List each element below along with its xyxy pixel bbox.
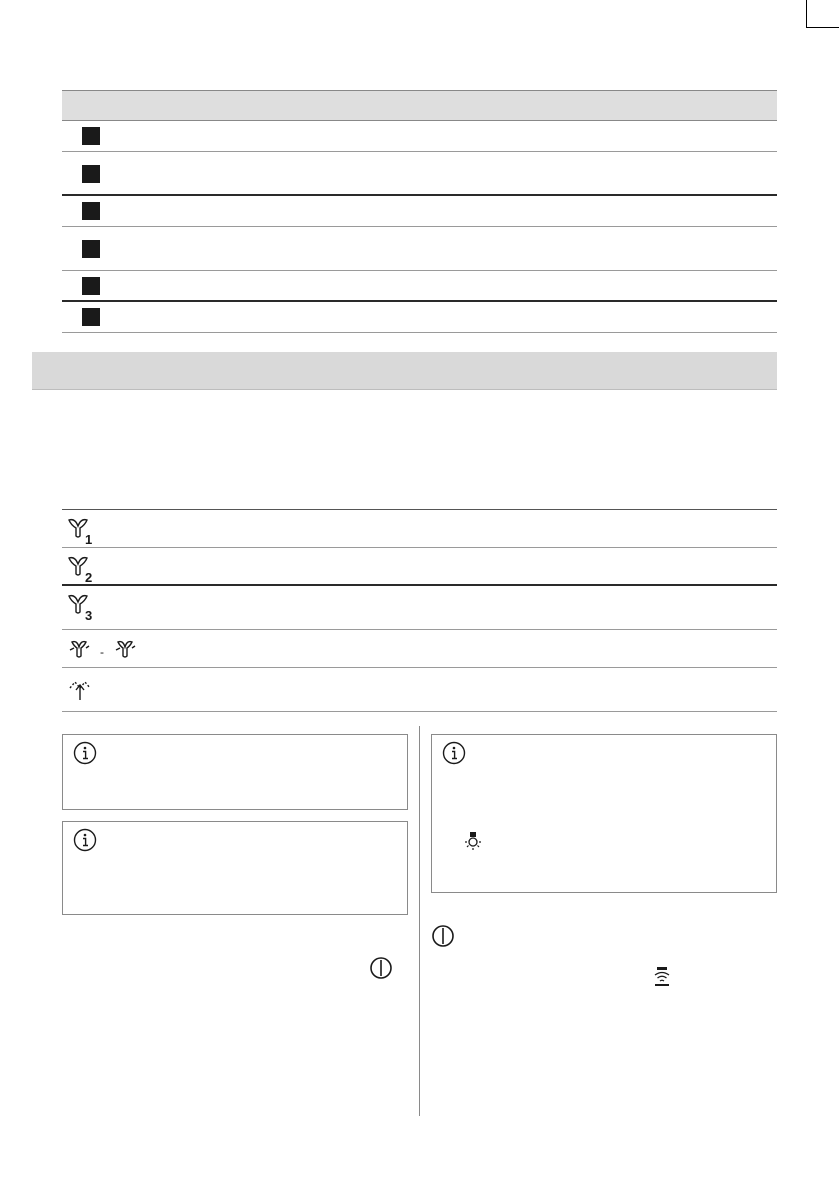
wireless-connection-icon — [652, 965, 672, 989]
table-row — [62, 152, 777, 196]
fan-boost-icon — [66, 636, 146, 664]
components-table-header — [62, 90, 777, 121]
fan-speed-table — [62, 509, 777, 712]
row-marker-square — [82, 240, 100, 258]
info-icon — [73, 828, 97, 852]
note-box — [62, 734, 408, 810]
svg-text:2: 2 — [85, 570, 93, 584]
info-icon — [73, 741, 97, 765]
row-marker-square — [82, 308, 100, 326]
table-row — [62, 668, 777, 712]
info-icon — [442, 741, 466, 765]
note-box — [62, 821, 408, 915]
power-icon — [431, 924, 455, 948]
table-row — [62, 630, 777, 668]
table-row — [62, 586, 777, 630]
table-row — [62, 548, 777, 586]
svg-text:1: 1 — [85, 532, 93, 546]
column-divider — [419, 726, 420, 1116]
table-row — [62, 271, 777, 302]
section-heading-bar — [32, 352, 777, 390]
light-icon — [462, 830, 484, 852]
fan-speed-1-icon — [66, 516, 98, 546]
note-box — [431, 734, 777, 893]
svg-text:-: - — [100, 645, 104, 659]
components-table — [62, 90, 777, 333]
row-marker-square — [82, 127, 100, 145]
crop-mark-vertical — [806, 0, 807, 27]
svg-text:3: 3 — [85, 608, 93, 622]
table-row — [62, 227, 777, 271]
crop-mark-horizontal — [806, 27, 839, 28]
hob2hood-arrows-icon — [66, 674, 96, 704]
table-row — [62, 302, 777, 333]
row-marker-square — [82, 202, 100, 220]
row-marker-square — [82, 277, 100, 295]
table-row — [62, 510, 777, 548]
row-marker-square — [82, 165, 100, 183]
fan-speed-3-icon — [66, 592, 98, 622]
table-row — [62, 196, 777, 227]
fan-speed-2-icon — [66, 554, 98, 584]
power-icon — [369, 956, 393, 980]
table-row — [62, 121, 777, 152]
